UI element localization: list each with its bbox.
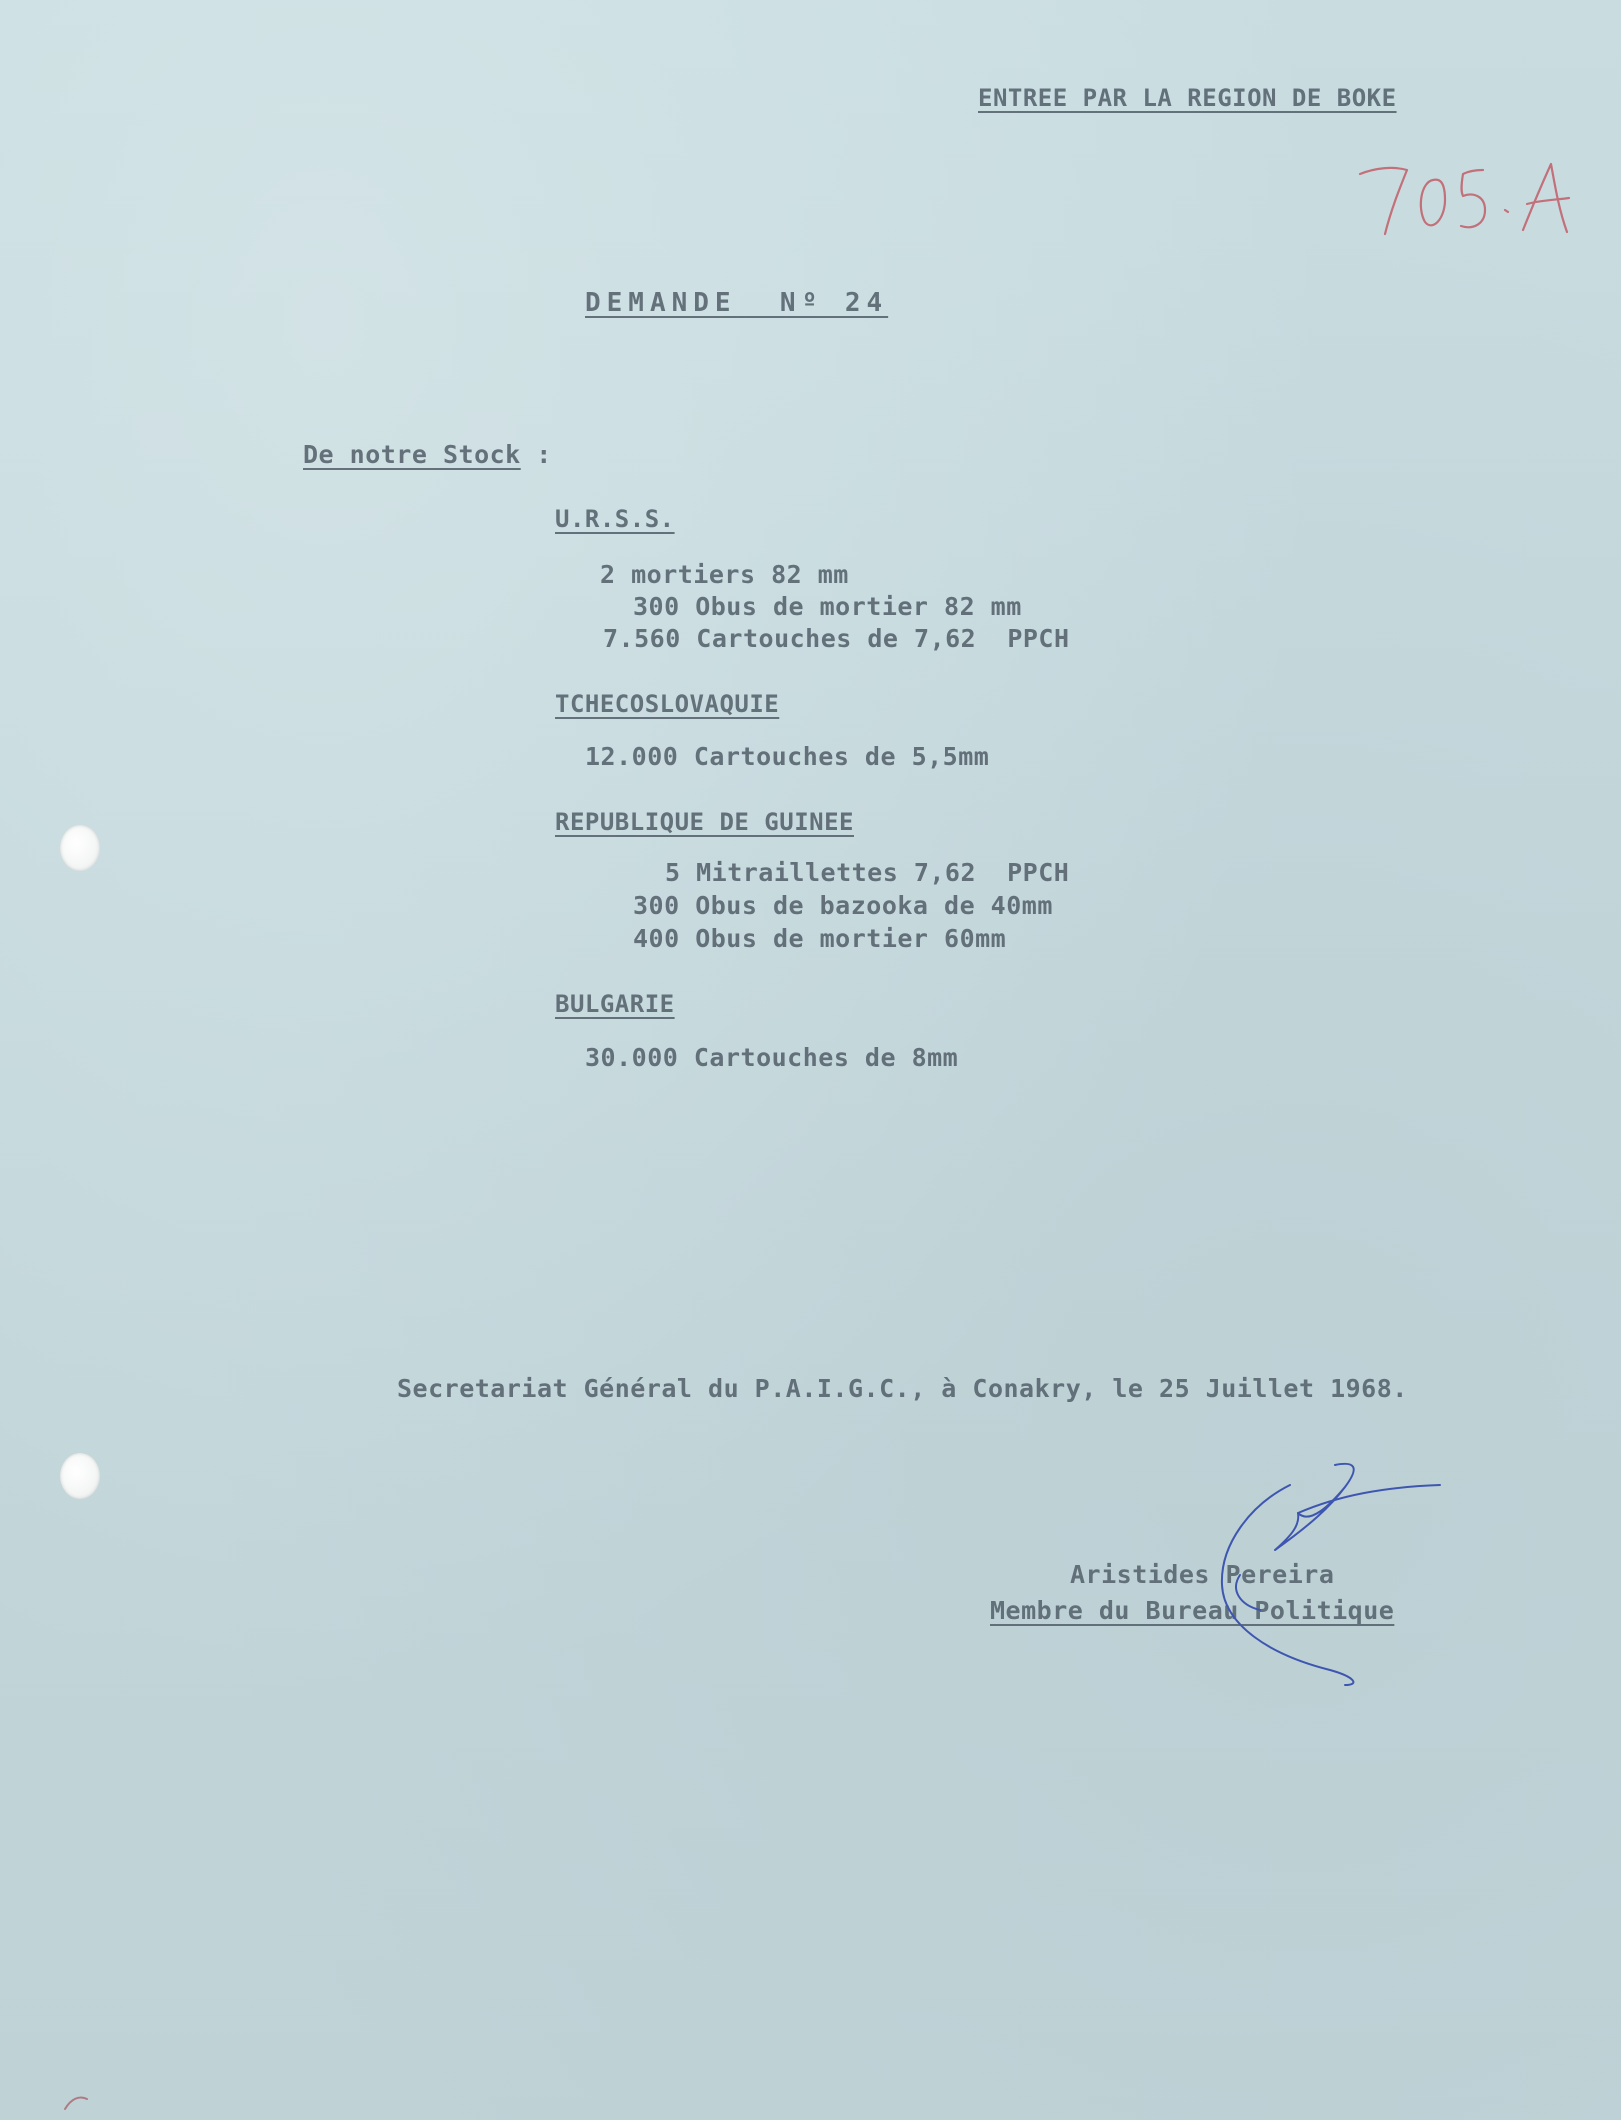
punch-hole (60, 1453, 100, 1499)
stock-label-line (303, 440, 552, 469)
list-item: 7.560 Cartouches de 7,62 PPCH (603, 624, 1070, 653)
header-note: ENTREE PAR LA REGION DE BOKE (978, 84, 1397, 112)
document-title: DEMANDE Nº 24 (585, 288, 889, 318)
list-item: 5 Mitraillettes 7,62 PPCH (665, 858, 1070, 887)
list-item: 30.000 Cartouches de 8mm (585, 1043, 959, 1072)
signer-name: Aristides Pereira (1070, 1560, 1335, 1589)
handwritten-signature (1180, 1455, 1480, 1695)
footer-place-date: Secretariat Général du P.A.I.G.C., à Conakry, le 25 Juillet 1968. (397, 1374, 1408, 1403)
handwritten-reference-number (1355, 152, 1580, 247)
list-item: 12.000 Cartouches de 5,5mm (585, 742, 990, 771)
section-country: TCHECOSLOVAQUIE (555, 690, 780, 718)
section-country: BULGARIE (555, 990, 675, 1018)
list-item: 300 Obus de mortier 82 mm (633, 592, 1022, 621)
list-item: 2 mortiers 82 mm (600, 560, 849, 589)
corner-pencil-mark (55, 2085, 105, 2115)
list-item: 300 Obus de bazooka de 40mm (633, 891, 1053, 920)
stock-label: De notre Stock (303, 440, 521, 469)
stock-label-colon: : (536, 440, 552, 469)
section-country: REPUBLIQUE DE GUINEE (555, 808, 854, 836)
punch-hole (60, 825, 100, 871)
signer-role: Membre du Bureau Politique (990, 1596, 1395, 1625)
section-country: U.R.S.S. (555, 505, 675, 533)
list-item: 400 Obus de mortier 60mm (633, 924, 1007, 953)
